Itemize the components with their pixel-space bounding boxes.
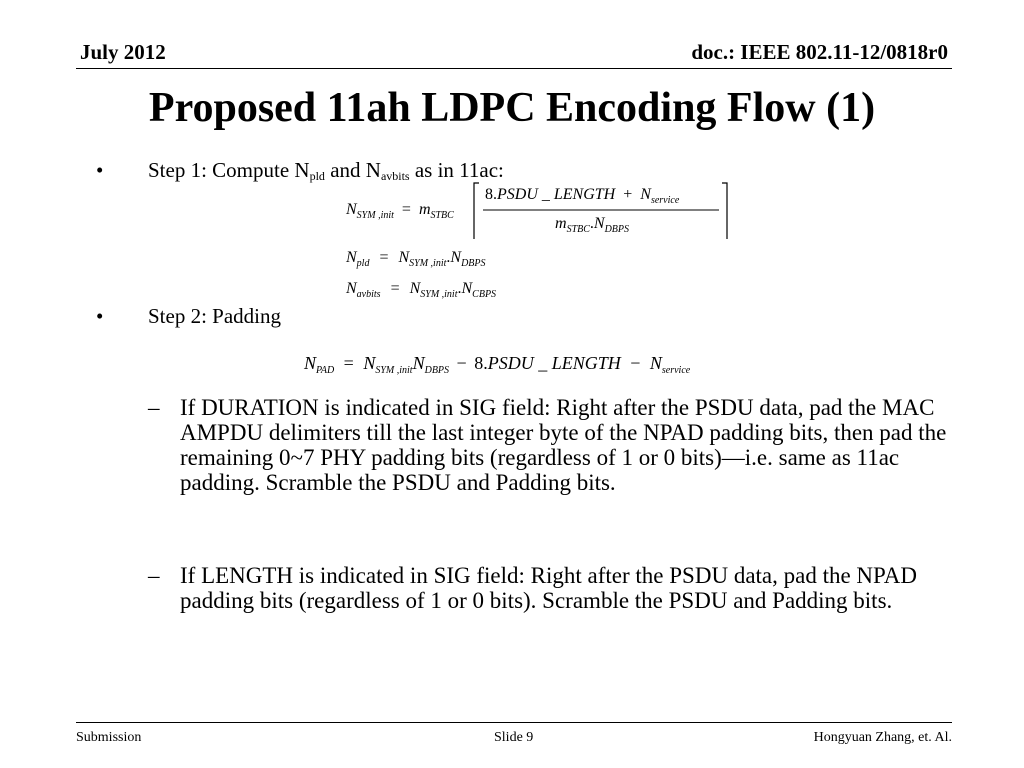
equation-npad: $N_{PAD} = N_{SYM ,init}N_{DBPS}$ − 8.PSDU _ LENGTH − $N_{service}$ [304, 353, 691, 376]
sub-bullet-duration: If DURATION is indicated in SIG field: Right after the PSDU data, pad the MAC AMPDU delimiters till the last integer byte of the NPAD padding bits, then pad the remaining 0~7 PHY padding bits (regardless of 1 or 0 bits)—i.e. same as 11ac padding. Scramble the PSDU and Padding bits. [180, 395, 947, 495]
bullet-step1 [148, 158, 504, 184]
bullet-step1-mid: and N [324, 158, 381, 182]
bullet-step1-suffix: as in 11ac: [409, 158, 504, 182]
bullet-step1-sub-avbits: avbits [380, 169, 410, 183]
footer-author: Hongyuan Zhang, et. Al. [813, 730, 952, 745]
footer-divider [76, 722, 952, 723]
equation-nsym-numerator: 8.PSDU _ LENGTH + $N_{service}$ [485, 186, 680, 206]
bullet-step2: Step 2: Padding [148, 304, 282, 328]
footer-slide-number: Slide 9 [494, 730, 534, 745]
equation-nsym-lhs: $N_{SYM ,init} = m_{STBC}$ [346, 201, 454, 221]
slide-title: Proposed 11ah LDPC Encoding Flow (1) [148, 85, 876, 131]
bullet-step1-prefix: Step 1: Compute N [148, 158, 310, 182]
equation-navbits: $N_{avbits} = N_{SYM ,init}.N_{CBPS}$ [346, 280, 497, 300]
equation-nsym-denominator: $m_{STBC}.N_{DBPS}$ [555, 215, 630, 235]
bullet-marker: • [96, 158, 104, 182]
sub-bullet-length: If LENGTH is indicated in SIG field: Right after the PSDU data, pad the NPAD padding bits (regardless of 1 or 0 bits). Scramble the PSDU and Padding bits. [180, 563, 917, 613]
footer-submission: Submission [76, 730, 142, 745]
sub-bullet-marker: – [148, 395, 160, 420]
header-doc-id: doc.: IEEE 802.11-12/0818r0 [691, 40, 948, 64]
equation-npld: $N_{pld} = N_{SYM ,init}.N_{DBPS}$ [346, 249, 486, 269]
bullet-marker: • [96, 304, 104, 328]
sub-bullet-marker: – [148, 563, 160, 588]
header-date: July 2012 [80, 40, 166, 64]
header-divider [76, 68, 952, 69]
bullet-step1-sub-pld: pld [309, 169, 325, 183]
